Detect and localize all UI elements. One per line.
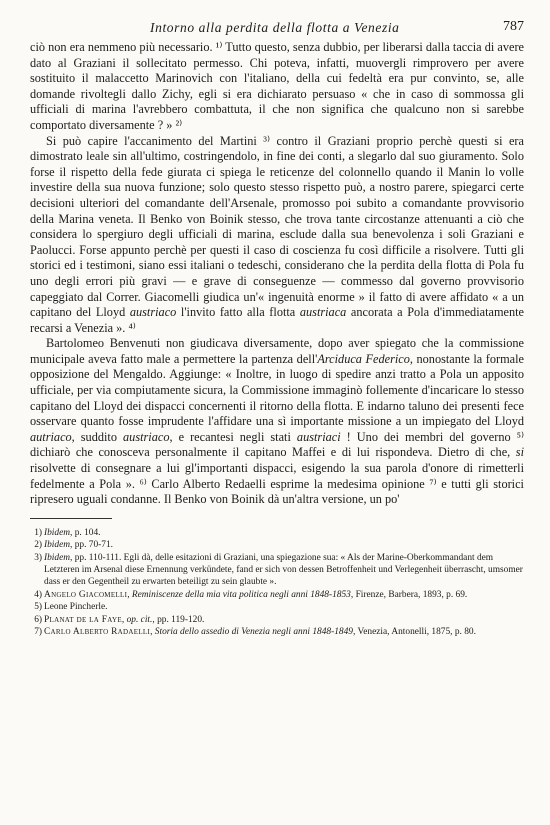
footnote-ref-6: ⁶⁾ — [139, 476, 147, 491]
text-run: , suddito — [71, 429, 124, 444]
emphasis: austriaco — [129, 305, 177, 320]
paragraph-3 — [30, 336, 524, 508]
footnote-2 — [30, 539, 524, 551]
footnote-number: 1) — [34, 527, 42, 538]
footnote-number: 5) — [34, 602, 42, 613]
footnote-number: 7) — [34, 627, 42, 638]
text-run: Bartolomeo Benvenuti non giudicava diversamente, dopo aver spiegato che la commissione municipale aveva fatto male a permettere la partenza dell' — [30, 336, 524, 366]
author-name: Carlo Alberto Radaelli — [44, 627, 151, 638]
text-run: , nonostante la formale opposizione del Mengaldo. Aggiunge: « Inoltre, in luogo di spedire anzi tratto a Pola un apposito ufficiale, per via compiutamente sicura, la Commissione immaginò follemente d'incaricare lo stesso capitano del Lloyd dei dispacci concernenti il ritorno della flotta. E indarno taluno dei presenti fece osservare quanto fosse imprudente l'affidare una sì importante missione a un impiegato del Lloyd — [30, 351, 524, 429]
text-run: l'invito fatto alla flotta — [176, 305, 300, 320]
text-run: , pp. 110-111. Egli dà, delle esitazioni di Graziani, una spiegazione sua: « Als der Marine-Oberkommandant dem Letzteren im Arsenal diese Ernennung verkündete, fand er sich von dessen Betroffenheit und Verlegenheit überrascht, umsomer dass er den Gegentheil zu erwarten beteiligt zu sein glaubte ». — [44, 552, 523, 588]
footnote-number: 3) — [34, 552, 42, 563]
emphasis: Ibidem — [44, 552, 71, 563]
emphasis: si — [515, 445, 524, 460]
footnote-1 — [30, 527, 524, 539]
text-run: e tutti gli storici ripresero uguali condanne. Il Benko von Boinik dà un'altra versione, un po' — [30, 476, 524, 507]
text-run: , Firenze, Barbera, 1893, p. 69. — [350, 589, 468, 600]
emphasis: austriaca — [299, 305, 347, 320]
footnote-7 — [30, 626, 524, 638]
footnote-ref-1: ¹⁾ — [215, 40, 223, 54]
text-run: , Venezia, Antonelli, 1875, p. 80. — [352, 627, 476, 638]
page-header — [30, 0, 524, 40]
text-run: , pp. 119-120. — [152, 614, 205, 625]
footnote-4 — [30, 589, 524, 601]
text-run: Leone Pincherle. — [44, 602, 108, 613]
text-run: dichiarò che conosceva personalmente il capitano Maffei e di lui rispondeva. Dietro di che, — [30, 445, 516, 460]
text-run: , — [127, 589, 132, 600]
text-run: , e recantesi negli stati — [169, 429, 297, 444]
text-run: Si può capire l'accanimento del Martini — [46, 133, 264, 148]
emphasis: op. cit. — [126, 614, 153, 625]
footnote-divider — [30, 518, 112, 519]
emphasis: Arciduca Federico — [317, 351, 410, 366]
book-title: Storia dello assedio di Venezia negli anni 1848-1849 — [154, 627, 353, 638]
text-run: ancorata a Pola d'immediatamente recarsi a Venezia ». — [30, 305, 524, 335]
text-run: Carlo Alberto Redaelli esprime la medesima opinione — [146, 476, 430, 491]
footnote-ref-7: ⁷⁾ — [429, 476, 437, 491]
text-run: , pp. 70-71. — [70, 540, 114, 551]
footnote-ref-5: ⁵⁾ — [516, 429, 524, 444]
body-text — [30, 40, 524, 508]
emphasis: autriaco — [30, 429, 72, 444]
text-run: , — [150, 627, 155, 638]
text-run: ciò non era nemmeno più necessario. — [30, 40, 216, 54]
footnote-3 — [30, 552, 524, 589]
page-number: 787 — [503, 19, 524, 34]
emphasis: austriaci — [296, 429, 341, 444]
author-name: Angelo Giacomelli — [44, 589, 128, 600]
emphasis: austriaco — [123, 429, 170, 444]
footnote-ref-3: ³⁾ — [263, 133, 271, 148]
footnote-5 — [30, 601, 524, 613]
footnote-ref-2: ²⁾ — [175, 117, 183, 132]
running-title: Intorno alla perdita della flotta a Venezia — [150, 20, 400, 35]
paragraph-2 — [30, 134, 524, 337]
text-run: , — [121, 614, 127, 625]
footnote-number: 4) — [34, 589, 42, 600]
footnote-number: 6) — [34, 614, 42, 625]
footnotes — [30, 527, 524, 639]
text-run: , p. 104. — [70, 527, 101, 538]
text-run: contro il Graziani proprio perchè questi si era dimostrato leale sin all'ultimo, costringendolo, in fine dei conti, a slegarlo dal suo giuramento. Solo forse il rispetto della fede giurata ci spiega le reticenze del colonnello quando il Manin lo volle investire della sua nuova funzione; solo questo stesso rispetto può, a nostro parere, spiegarci certe decisioni ulteriori del comandante dell'Arsenale, promosso poi subito a comandante provvisorio della Marina veneta. Il Benko von Boinik stesso, che trova tante circostanze attenuanti a ciò che considera lo spergiuro degli ufficiali di marina, esclude dalla sua benevolenza i soli Graziani e Paolucci. Forse appunto perchè per questi il caso di coscienza fu così difficile a risolvere. Tutti gli storici ed i testimoni, siano essi italiani o tedeschi, considerano che la perdita della flotta di Pola fu uno degli errori più gravi — e grave di conseguenze — commesso dal governo provvisorio capeggiato dal Correr. Giacomelli giudica un'« ingenuità enorme » il fatto di avere affidato « a un capitano del Lloyd — [30, 133, 524, 320]
book-title: Reminiscenze della mia vita politica negli anni 1848-1853 — [131, 589, 351, 600]
paragraph-1 — [30, 40, 524, 134]
text-run: ! Uno dei membri del governo — [340, 429, 517, 444]
footnote-6 — [30, 614, 524, 626]
emphasis: Ibidem — [44, 540, 71, 551]
text-run: risolvette di consegnare a lui gl'importanti dispacci, esigendo la sua parola d'onore di rimetterli fedelmente a Pola ». — [30, 461, 524, 491]
author-name: Planat de la Faye — [44, 614, 122, 625]
text-run: Tutto questo, senza dubbio, per liberarsi dalla taccia di avere dato al Graziani il sollecitato permesso. Chi poteva, infatti, muovergli rimprovero per avere sostituito il malaccetto Marinovich con l'italiano, della cui fedeltà era pur convinto, se, alle domande rivoltegli dallo Zichy, egli si era dichiarato persuaso « che in caso di sommossa gli ufficiali di marina l'avrebbero combattuta, il che non significa che qualcuno non si sarebbe comportato diversamente ? » — [30, 40, 524, 132]
footnote-number: 2) — [34, 540, 42, 551]
emphasis: Ibidem — [44, 527, 71, 538]
footnote-ref-4: ⁴⁾ — [128, 320, 136, 335]
